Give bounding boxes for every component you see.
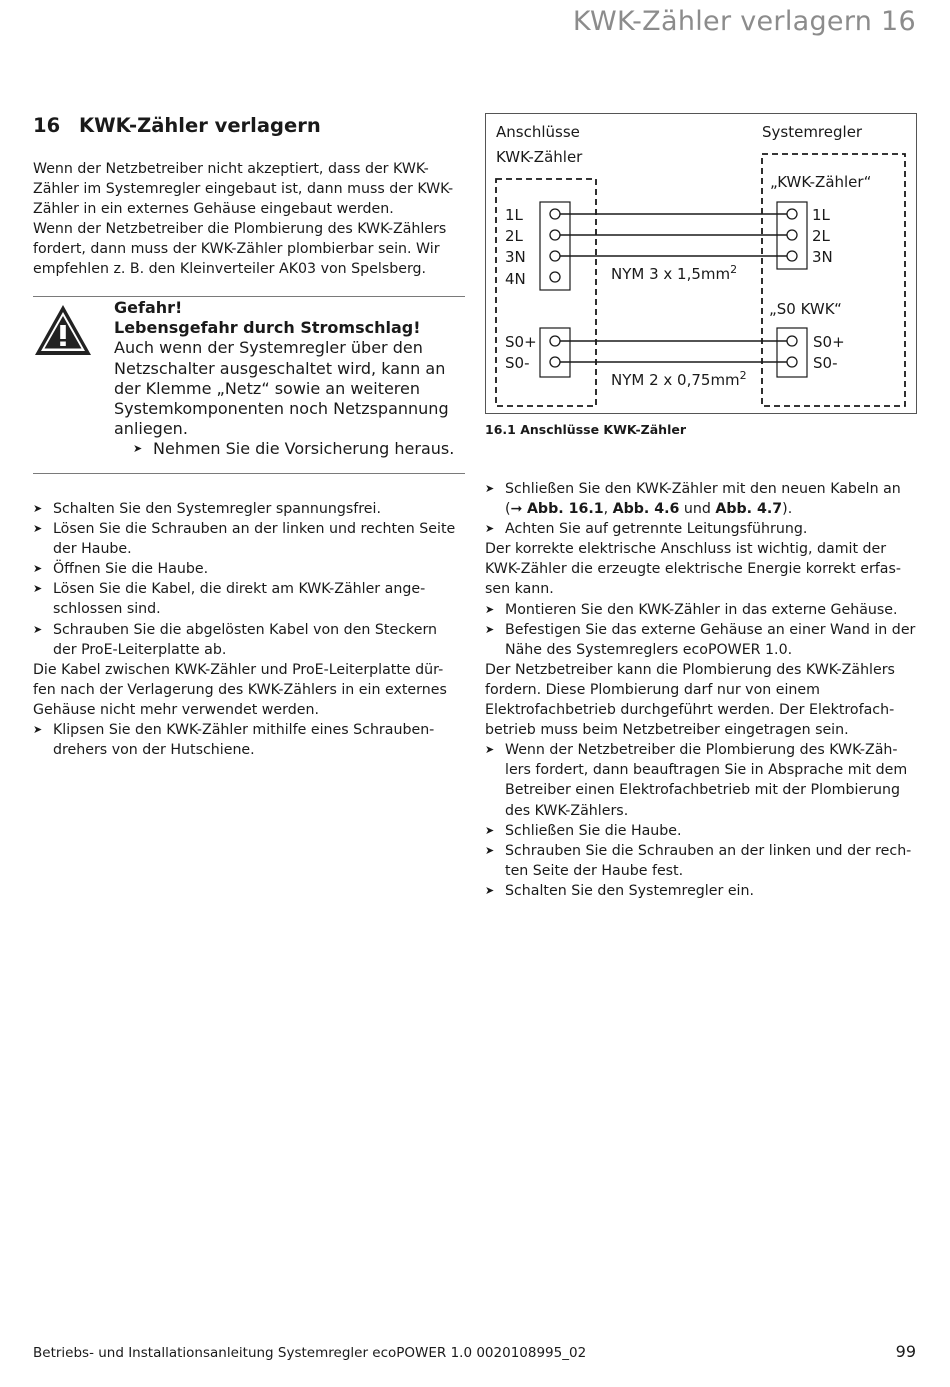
text-line: Zähler im Systemregler eingebaut ist, dann muss der KWK- bbox=[33, 181, 454, 198]
terminal-label: 1L bbox=[505, 206, 523, 224]
text-line: Der Netzbetreiber kann die Plombierung des KWK-Zählers bbox=[485, 661, 895, 678]
footer-document-title: Betriebs- und Installationsanleitung Systemregler ecoPOWER 1.0 0020108995_02 bbox=[33, 1345, 587, 1361]
terminal-label: 1L bbox=[812, 206, 830, 224]
bullet-arrow-icon: ➤ bbox=[33, 562, 43, 576]
list-item bbox=[485, 740, 917, 820]
figure-caption: 16.1 Anschlüsse KWK-Zähler bbox=[485, 422, 686, 437]
text-line: fordern. Diese Plombierung darf nur von einem bbox=[485, 681, 820, 698]
reference-line bbox=[505, 501, 792, 517]
right-column bbox=[485, 479, 917, 901]
text-line: Zähler in ein externes Gehäuse eingebaut werden. bbox=[33, 201, 394, 218]
list-item bbox=[33, 499, 465, 519]
figure-reference-link[interactable]: Abb. 4.6 bbox=[612, 501, 680, 518]
terminal-screw-icon bbox=[787, 209, 797, 219]
list-item-text: lers fordert, dann beauftragen Sie in Absprache mit dem bbox=[505, 762, 908, 779]
cable-signal-superscript: 2 bbox=[739, 369, 747, 382]
list-item bbox=[485, 519, 917, 539]
list-item-text: Nehmen Sie die Vorsicherung heraus. bbox=[153, 439, 455, 459]
list-item-text: Schließen Sie die Haube. bbox=[505, 822, 682, 839]
list-item-text: des KWK-Zählers. bbox=[505, 802, 629, 819]
text-line: Die Kabel zwischen KWK-Zähler und ProE-Leiterplatte dür- bbox=[33, 661, 444, 678]
bullet-arrow-icon: ➤ bbox=[33, 582, 43, 596]
text-line: fordert, dann muss der KWK-Zähler plombierbar sein. Wir bbox=[33, 241, 440, 258]
list-item-text: Öffnen Sie die Haube. bbox=[53, 561, 209, 578]
list-item-text: Achten Sie auf getrennte Leitungsführung. bbox=[505, 521, 808, 538]
terminal-screw-icon bbox=[787, 336, 797, 346]
terminal-screw-icon bbox=[550, 272, 560, 282]
right-title: Systemregler bbox=[762, 123, 863, 141]
list-item-text: schlossen sind. bbox=[53, 601, 161, 618]
list-item bbox=[33, 720, 465, 760]
warning-label: Gefahr! bbox=[114, 298, 183, 317]
list-item bbox=[485, 841, 917, 881]
text-line: Elektrofachbetrieb durchgeführt werden. Der Elektrofach- bbox=[485, 702, 895, 719]
instruction-list bbox=[33, 499, 465, 660]
instruction-list bbox=[485, 740, 917, 901]
warning-top-rule bbox=[33, 296, 465, 297]
list-item bbox=[485, 620, 917, 660]
terminal-screw-icon bbox=[550, 357, 560, 367]
bullet-arrow-icon: ➤ bbox=[485, 622, 495, 636]
list-item-text: der Haube. bbox=[53, 541, 132, 558]
text-line: Wenn der Netzbetreiber nicht akzeptiert, dass der KWK- bbox=[33, 161, 429, 177]
bullet-arrow-icon: ➤ bbox=[33, 522, 43, 536]
bullet-arrow-icon: ➤ bbox=[485, 823, 495, 837]
text-line: betrieb muss beim Netzbetreiber eingetragen sein. bbox=[485, 722, 849, 739]
left-title-1: Anschlüsse bbox=[496, 123, 580, 141]
bullet-arrow-icon: ➤ bbox=[485, 843, 495, 857]
text-line: empfehlen z. B. den Kleinverteiler AK03 von Spelsberg. bbox=[33, 261, 427, 278]
text-fragment: , bbox=[603, 501, 613, 518]
terminal-label: 2L bbox=[812, 227, 830, 245]
left-column bbox=[33, 499, 465, 760]
list-item-text: drehers von der Hutschiene. bbox=[53, 742, 255, 759]
list-item-text: Lösen Sie die Kabel, die direkt am KWK-Zähler ange- bbox=[53, 581, 426, 598]
list-item-text: Schalten Sie den Systemregler ein. bbox=[505, 882, 754, 899]
text-line: fen nach der Verlagerung des KWK-Zählers in ein externes bbox=[33, 681, 447, 698]
wiring-diagram-svg bbox=[486, 114, 916, 413]
instruction-list bbox=[485, 479, 917, 539]
text-line: Netzschalter ausgeschaltet wird, kann an bbox=[114, 358, 446, 378]
list-item bbox=[33, 519, 465, 559]
terminal-label: S0- bbox=[813, 354, 838, 372]
list-item bbox=[485, 479, 917, 519]
warning-action bbox=[114, 439, 459, 459]
list-item bbox=[485, 600, 917, 620]
warning-block bbox=[114, 298, 459, 460]
right-box2-label: „S0 KWK“ bbox=[769, 300, 842, 318]
right-box-label: „KWK-Zähler“ bbox=[770, 173, 872, 191]
list-item-text: Schalten Sie den Systemregler spannungsfrei. bbox=[53, 501, 381, 517]
list-item-text: ten Seite der Haube fest. bbox=[505, 862, 684, 879]
list-item-text: Nähe des Systemreglers ecoPOWER 1.0. bbox=[505, 641, 793, 658]
chapter-title-text: KWK-Zähler verlagern bbox=[79, 114, 321, 137]
terminal-label: 4N bbox=[505, 270, 526, 288]
cable-power-superscript: 2 bbox=[730, 263, 738, 276]
text-fragment: ( bbox=[505, 501, 511, 518]
text-line: sen kann. bbox=[485, 581, 554, 598]
terminal-label: 3N bbox=[505, 248, 526, 266]
list-item bbox=[485, 821, 917, 841]
running-head: KWK-Zähler verlagern 16 bbox=[572, 6, 916, 37]
list-item-text: Wenn der Netzbetreiber die Plombierung des KWK-Zäh- bbox=[505, 742, 898, 759]
chapter-number: 16 bbox=[33, 114, 61, 137]
terminal-screw-icon bbox=[550, 336, 560, 346]
terminal-screw-icon bbox=[550, 251, 560, 261]
text-line: Der korrekte elektrische Anschluss ist wichtig, damit der bbox=[485, 541, 887, 558]
text-line: anliegen. bbox=[114, 419, 188, 439]
wiring-diagram bbox=[485, 113, 917, 414]
bullet-arrow-icon: ➤ bbox=[133, 442, 143, 456]
bullet-arrow-icon: ➤ bbox=[485, 743, 495, 757]
cable-signal-text: NYM 2 x 0,75mm bbox=[611, 371, 740, 389]
list-item bbox=[133, 439, 459, 459]
reference-arrow-icon: ➞ bbox=[510, 501, 523, 518]
cable-power-label bbox=[611, 263, 737, 283]
list-item bbox=[485, 881, 917, 901]
terminal-screw-icon bbox=[550, 230, 560, 240]
figure-reference-link[interactable]: Abb. 16.1 bbox=[526, 501, 604, 518]
text-line: Gehäuse nicht mehr verwendet werden. bbox=[33, 701, 319, 718]
list-item-text: Schrauben Sie die Schrauben an der linken und der rech- bbox=[505, 842, 912, 859]
text-line: der Klemme „Netz“ sowie an weiteren bbox=[114, 378, 421, 398]
bullet-arrow-icon: ➤ bbox=[485, 602, 495, 616]
bullet-arrow-icon: ➤ bbox=[485, 522, 495, 536]
text-fragment: und bbox=[679, 501, 716, 518]
text-fragment: ). bbox=[782, 501, 793, 518]
list-item-text: Schließen Sie den KWK-Zähler mit den neuen Kabeln an bbox=[505, 481, 901, 497]
list-item-text: der ProE-Leiterplatte ab. bbox=[53, 641, 227, 658]
figure-reference-link[interactable]: Abb. 4.7 bbox=[715, 501, 783, 518]
terminal-label: 2L bbox=[505, 227, 523, 245]
bullet-arrow-icon: ➤ bbox=[485, 883, 495, 897]
cable-signal-label bbox=[611, 369, 747, 389]
instruction-list bbox=[485, 600, 917, 660]
list-item bbox=[33, 620, 465, 660]
terminal-label: S0- bbox=[505, 354, 530, 372]
warning-bottom-rule bbox=[33, 473, 465, 474]
list-item-text: Befestigen Sie das externe Gehäuse an einer Wand in der bbox=[505, 621, 916, 638]
intro-text bbox=[33, 159, 465, 280]
terminal-screw-icon bbox=[787, 251, 797, 261]
list-item-text: Schrauben Sie die abgelösten Kabel von den Steckern bbox=[53, 621, 438, 638]
terminal-label: S0+ bbox=[505, 333, 537, 351]
chapter-title bbox=[33, 114, 321, 137]
bullet-arrow-icon: ➤ bbox=[33, 622, 43, 636]
bullet-arrow-icon: ➤ bbox=[485, 482, 495, 495]
text-line: KWK-Zähler die erzeugte elektrische Energie korrekt erfas- bbox=[485, 561, 901, 578]
list-item-text: Lösen Sie die Schrauben an der linken und rechten Seite bbox=[53, 521, 456, 538]
instruction-list bbox=[33, 720, 465, 760]
terminal-screw-icon bbox=[787, 230, 797, 240]
bullet-arrow-icon: ➤ bbox=[33, 723, 43, 737]
cable-power-text: NYM 3 x 1,5mm bbox=[611, 265, 731, 283]
list-item bbox=[33, 579, 465, 619]
terminal-label: 3N bbox=[812, 248, 833, 266]
warning-headline: Lebensgefahr durch Stromschlag! bbox=[114, 318, 421, 338]
text-line: Systemkomponenten noch Netzspannung bbox=[114, 399, 449, 419]
terminal-label: S0+ bbox=[813, 333, 845, 351]
text-line: Auch wenn der Systemregler über den bbox=[114, 338, 423, 358]
list-item-text: Klipsen Sie den KWK-Zähler mithilfe eines Schrauben- bbox=[53, 722, 435, 739]
terminal-screw-icon bbox=[550, 209, 560, 219]
bullet-arrow-icon: ➤ bbox=[33, 502, 43, 515]
left-title-2: KWK-Zähler bbox=[496, 148, 583, 166]
warning-triangle-icon bbox=[33, 303, 93, 357]
list-item bbox=[33, 559, 465, 579]
list-item-text: Montieren Sie den KWK-Zähler in das externe Gehäuse. bbox=[505, 601, 898, 618]
text-line: Wenn der Netzbetreiber die Plombierung des KWK-Zählers bbox=[33, 221, 447, 238]
page-number: 99 bbox=[895, 1342, 916, 1361]
list-item-text: Betreiber einen Elektrofachbetrieb mit der Plombierung bbox=[505, 782, 901, 799]
terminal-screw-icon bbox=[787, 357, 797, 367]
